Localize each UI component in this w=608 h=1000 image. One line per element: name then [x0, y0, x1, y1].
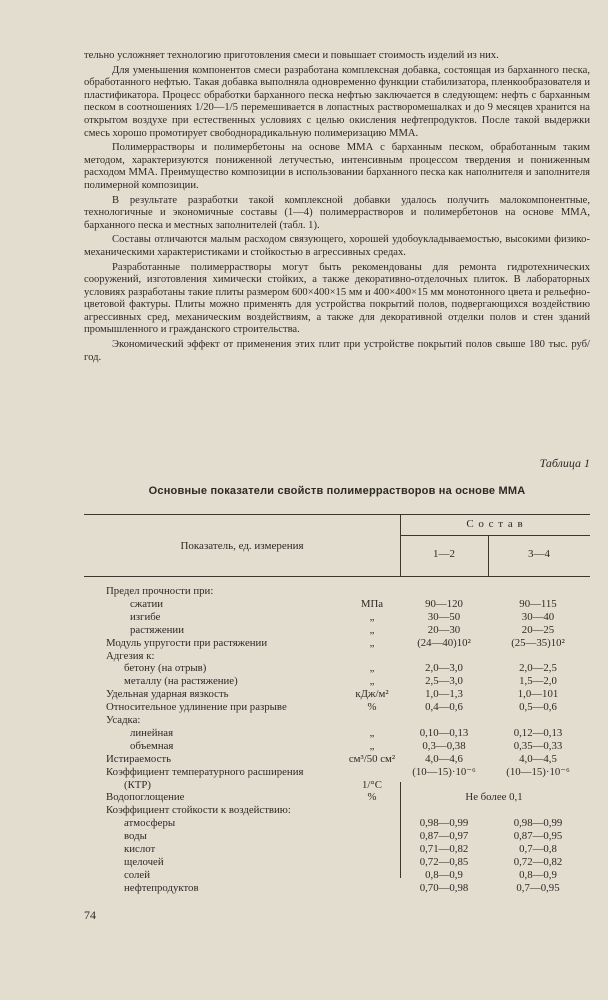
paragraph: Составы отличаются малым расходом связующего, хорошей удобоукладываемостью, высокими физико-механическими характеристиками и стойкостью в агрессивных средах. — [84, 234, 590, 258]
row-value-1-2: 0,10—0,13 — [419, 726, 469, 739]
table-row — [0, 688, 608, 701]
row-label: растяжении — [130, 623, 184, 636]
row-label: Коэффициент температурного расширения — [106, 765, 304, 778]
table-top-rule — [84, 514, 590, 515]
row-unit: % — [367, 701, 377, 714]
row-label: Водопоглощение — [106, 791, 185, 804]
column-header-3-4: 3—4 — [528, 548, 550, 560]
row-value-3-4: (10—15)·10⁻⁶ — [506, 765, 570, 778]
row-label: металлу (на растяжение) — [124, 675, 238, 688]
header-bottom-rule — [84, 576, 590, 577]
row-label: атмосферы — [124, 817, 176, 830]
row-value-3-4: 0,98—0,99 — [513, 817, 563, 830]
row-value-1-2: 0,4—0,6 — [425, 701, 463, 714]
table-row — [0, 766, 608, 779]
row-label: нефтепродуктов — [124, 881, 199, 894]
row-value-1-2: 0,98—0,99 — [419, 817, 469, 830]
paragraph: Экономический эффект от применения этих плит при устройстве покрытий полов свыше 180 тыс. руб/год. — [84, 339, 590, 363]
table-row — [0, 727, 608, 740]
paragraph: Разработанные полимеррастворы могут быть рекомендованы для ремонта гидротехнических сооружений, изготовления химически стойких, а также декоративно-отделочных плиток. В лабораторных условиях разработаны такие плиты размером 600×400×15 мм и 400×400×15 мм монотонного цвета и рельефно-цветовой фактуры. Плиты можно применять для устройства покрытий полов, подвергающихся воздействию агрессивных сред, механическим воздействиям, а также для декоративной отделки полов и стен зданий промышленного и гражданского строительства. — [84, 261, 590, 336]
row-unit: МПа — [360, 597, 384, 610]
row-label: Коэффициент стойкости к воздействию: — [106, 804, 291, 817]
row-value-1-2: 1,0—1,3 — [425, 688, 463, 701]
row-label: Модуль упругости при растяжении — [106, 636, 268, 649]
table-row — [0, 830, 608, 843]
row-label: объемная — [130, 739, 174, 752]
paragraph: тельно усложняет технологию приготовления смеси и повышает стоимость изделий из них. — [84, 50, 499, 61]
row-label: Относительное удлинение при разрыве — [106, 701, 287, 714]
table-row — [0, 804, 608, 817]
row-value-3-4: 20—25 — [521, 623, 555, 636]
body-text — [84, 50, 590, 366]
row-value-3-4: 0,35—0,33 — [513, 739, 563, 752]
table-row — [0, 740, 608, 753]
row-unit: „ — [369, 675, 375, 688]
row-value-span: Не более 0,1 — [465, 791, 523, 804]
row-unit: „ — [369, 623, 375, 636]
row-label: Истираемость — [106, 752, 172, 765]
row-label: воды — [124, 830, 147, 843]
row-unit: „ — [369, 610, 375, 623]
row-value-3-4: 0,7—0,95 — [516, 881, 560, 894]
table-row — [0, 856, 608, 869]
table-row — [0, 701, 608, 714]
table-row — [0, 791, 608, 804]
row-value-3-4: 0,8—0,9 — [519, 868, 557, 881]
row-value-1-2: 0,87—0,97 — [419, 830, 469, 843]
row-label: линейная — [130, 726, 174, 739]
row-value-3-4: 1,5—2,0 — [519, 675, 557, 688]
table-row — [0, 598, 608, 611]
row-value-3-4: 0,72—0,82 — [513, 855, 563, 868]
row-label: (КТР) — [124, 778, 151, 791]
row-label: Предел прочности при: — [106, 585, 214, 597]
row-value-3-4: (25—35)10² — [511, 636, 565, 649]
row-label: сжатии — [130, 597, 164, 610]
row-value-1-2: (24—40)10² — [417, 636, 471, 649]
column-header-indicator: Показатель, ед. измерения — [180, 540, 304, 552]
row-value-1-2: 0,8—0,9 — [425, 868, 463, 881]
table-row — [0, 869, 608, 882]
row-value-1-2: 90—120 — [425, 597, 463, 610]
row-value-3-4: 0,87—0,95 — [513, 830, 563, 843]
row-value-1-2: 0,71—0,82 — [419, 843, 469, 855]
table-row — [0, 611, 608, 624]
row-label: кислот — [124, 843, 156, 855]
row-value-1-2: 20—30 — [427, 623, 461, 636]
table-row — [0, 714, 608, 727]
row-label: Адгезия к: — [106, 649, 155, 662]
row-label: Усадка: — [106, 714, 141, 726]
row-value-1-2: (10—15)·10⁻⁶ — [412, 765, 476, 778]
row-unit: „ — [369, 739, 375, 752]
row-label: бетону (на отрыв) — [124, 662, 207, 675]
row-value-1-2: 0,72—0,85 — [419, 855, 469, 868]
row-unit: „ — [369, 726, 375, 739]
row-value-1-2: 0,70—0,98 — [419, 881, 469, 894]
row-value-3-4: 4,0—4,5 — [519, 752, 557, 765]
row-value-3-4: 0,7—0,8 — [519, 843, 557, 855]
row-value-3-4: 0,5—0,6 — [519, 701, 557, 714]
table-row — [0, 662, 608, 675]
table-row — [0, 753, 608, 766]
row-unit: кДж/м² — [355, 688, 389, 701]
row-label: изгибе — [130, 610, 161, 623]
table-row — [0, 675, 608, 688]
table-row — [0, 650, 608, 663]
table-row — [0, 843, 608, 856]
row-unit: 1/°С — [362, 778, 382, 791]
table-row — [0, 637, 608, 650]
row-label: солей — [124, 868, 151, 881]
row-value-1-2: 2,5—3,0 — [425, 675, 463, 688]
table-row — [0, 882, 608, 895]
paragraph: Для уменьшения компонентов смеси разработана комплексная добавка, состоящая из барханного песка, обработанного нефтью. Такая добавка выполняла одновременно функции стабилизатора, пленкообразователя и пластификатора. Процесс обработки барханного песка нефтью заключается в следующем: нефть с барханным песком в соотношениях 1/20—1/5 перемешивается в лопастных растворомешалках и до 9 месяцев хранится на открытом воздухе при естественных условиях с целью окисления нефтепродуктов. После такой выдержки смесь хорошо промотирует свободнорадикальную полимеризацию ММА. — [84, 64, 590, 139]
page-number: 74 — [84, 908, 96, 922]
row-unit: % — [367, 791, 377, 804]
table-row — [0, 585, 608, 598]
row-unit: „ — [369, 636, 375, 649]
row-value-3-4: 0,12—0,13 — [513, 726, 563, 739]
row-unit: см³/50 см² — [348, 752, 396, 765]
row-value-1-2: 30—50 — [427, 610, 461, 623]
column-header-composition: С о с т а в — [466, 518, 524, 530]
paragraph: Полимеррастворы и полимербетоны на основе ММА с барханным песком, обработанным таким методом, характеризуются пониженной летучестью, интенсивным процессом твердения и пониженным расходом ММА. Преимущество композиции в использовании барханного песка как наполнителя и заполнителя полимерной композиции. — [84, 142, 590, 191]
row-value-1-2: 2,0—3,0 — [425, 662, 463, 675]
row-value-1-2: 0,3—0,38 — [422, 739, 466, 752]
row-unit: „ — [369, 662, 375, 675]
table-row — [0, 624, 608, 637]
row-value-1-2: 4,0—4,6 — [425, 752, 463, 765]
table-caption: Таблица 1 — [539, 456, 590, 470]
row-label: Удельная ударная вязкость — [106, 688, 229, 701]
row-value-3-4: 2,0—2,5 — [519, 662, 557, 675]
row-value-3-4: 90—115 — [519, 597, 557, 610]
row-value-3-4: 1,0—101 — [517, 688, 559, 701]
table-row — [0, 817, 608, 830]
row-label: щелочей — [124, 855, 164, 868]
group-header-rule — [400, 535, 590, 536]
paragraph: В результате разработки такой комплексной добавки удалось получить малокомпонентные, технологичные и экономичные составы (1—4) полимеррастворов и полимербетонов на основе ММА, барханного песка и местных заполнителей (табл. 1). — [84, 194, 590, 231]
table-title: Основные показатели свойств полимеррастворов на основе ММА — [148, 485, 526, 497]
table-row — [0, 779, 608, 792]
column-header-1-2: 1—2 — [433, 548, 455, 560]
row-value-3-4: 30—40 — [521, 610, 555, 623]
